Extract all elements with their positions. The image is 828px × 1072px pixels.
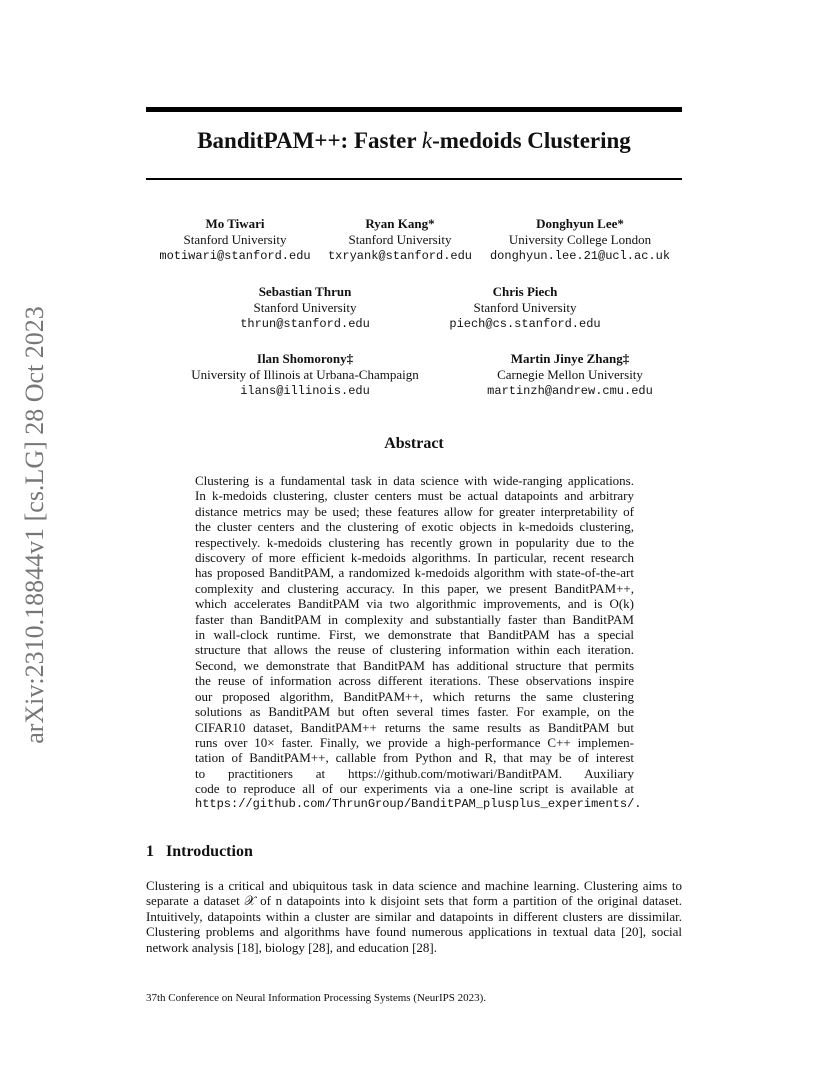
abstract-line: the reuse of information across different iterations. These observations inspire [195, 673, 634, 689]
abstract-line: tation of BanditPAM++, callable from Python and R, that may be of interest [195, 750, 634, 766]
arxiv-identifier [10, 290, 60, 760]
author-block [485, 216, 675, 264]
author-affiliation: Stanford University [473, 300, 577, 315]
author-block [170, 351, 440, 399]
title-top-rule [146, 107, 682, 112]
author-name: Martin Jinye Zhang‡ [510, 351, 630, 366]
author-email: thrun@stanford.edu [240, 317, 370, 331]
author-affiliation: University of Illinois at Urbana-Champaign [191, 367, 419, 382]
intro-line: Clustering problems and algorithms have found numerous applications in textual data [20], social [146, 924, 682, 940]
author-affiliation: Stanford University [348, 232, 452, 247]
abstract-line: which accelerates BanditPAM via two algorithmic improvements, and is O(k) [195, 596, 634, 612]
intro-paragraph [146, 878, 682, 955]
section-number: 1 [146, 843, 154, 860]
intro-line: Intuitively, datapoints within a cluster are similar and datapoints in different clusters are dissimilar. [146, 908, 682, 924]
abstract-line: the cluster centers and the clustering of exotic objects in k-medoids clustering, [195, 519, 634, 535]
abstract-line: faster than BanditPAM in complexity and substantially faster than BanditPAM [195, 611, 634, 627]
abstract-line: runs over 10× faster. Finally, we provide a high-performance C++ implemen- [195, 734, 634, 750]
author-name: Mo Tiwari [205, 216, 265, 231]
section-heading [146, 843, 253, 861]
abstract-line: Second, we demonstrate that BanditPAM has additional structure that permits [195, 657, 634, 673]
abstract-line: In k-medoids clustering, cluster centers must be actual datapoints and arbitrary [195, 488, 634, 504]
author-email: piech@cs.stanford.edu [449, 317, 601, 331]
author-name: Chris Piech [492, 284, 558, 299]
abstract-heading: Abstract [384, 435, 444, 452]
author-affiliation: Stanford University [253, 300, 357, 315]
abstract-line: code to reproduce all of our experiments via a one-line script is available at [195, 781, 634, 797]
intro-line: separate a dataset 𝒳 of n datapoints into k disjoint sets that form a partition of the original dataset. [146, 893, 682, 909]
author-affiliation: University College London [508, 232, 652, 247]
abstract-line: respectively. k-medoids clustering has recently grown in popularity due to the [195, 534, 634, 550]
abstract-line: to practitioners at https://github.com/motiwari/BanditPAM. Auxiliary [195, 765, 634, 781]
author-block [455, 351, 685, 399]
abstract-line: our proposed algorithm, BanditPAM++, which returns the same clustering [195, 688, 634, 704]
paper-title [146, 128, 682, 154]
author-block [315, 216, 485, 264]
author-block [150, 216, 320, 264]
author-name: Donghyun Lee* [536, 216, 624, 231]
title-post: -medoids Clustering [432, 128, 631, 153]
abstract-line: has proposed BanditPAM, a randomized k-medoids algorithm with state-of-the-art [195, 565, 634, 581]
abstract-body [195, 473, 642, 812]
abstract-line: Clustering is a fundamental task in data science with wide-ranging applications. [195, 473, 634, 488]
abstract-line: discovery of more efficient k-medoids algorithms. In particular, recent research [195, 550, 634, 566]
arxiv-identifier-text: arXiv:2310.18844v1 [cs.LG] 28 Oct 2023 [20, 306, 49, 744]
author-email: martinzh@andrew.cmu.edu [487, 384, 653, 398]
abstract-line: complexity and clustering accuracy. In this paper, we present BanditPAM++, [195, 580, 634, 596]
abstract-line: in wall-clock runtime. First, we demonstrate that BanditPAM has a special [195, 627, 634, 643]
author-affiliation: Carnegie Mellon University [497, 367, 643, 382]
author-email: motiwari@stanford.edu [159, 249, 311, 263]
author-affiliation: Stanford University [183, 232, 287, 247]
abstract-line: CIFAR10 dataset, BanditPAM++ returns the same results as BanditPAM but [195, 719, 634, 735]
section-title: Introduction [166, 843, 253, 860]
abstract-line: structure that allows the reuse of clustering information within each iteration. [195, 642, 634, 658]
intro-line: network analysis [18], biology [28], and education [28]. [146, 939, 437, 955]
author-name: Sebastian Thrun [258, 284, 352, 299]
author-block [210, 284, 400, 332]
abstract-line: distance metrics may be used; these features allow for greater interpretability of [195, 503, 634, 519]
author-block [430, 284, 620, 332]
title-pre: BanditPAM++: Faster [197, 128, 422, 153]
abstract-line: solutions as BanditPAM but often several times faster. For example, on the [195, 704, 634, 720]
author-name: Ilan Shomorony‡ [256, 351, 354, 366]
intro-line: Clustering is a critical and ubiquitous task in data science and machine learning. Clustering aims to [146, 878, 682, 893]
author-email: txryank@stanford.edu [327, 249, 473, 263]
author-email: ilans@illinois.edu [240, 384, 370, 398]
title-k: k [421, 128, 433, 153]
author-name: Ryan Kang* [365, 216, 435, 231]
abstract-line: https://github.com/ThrunGroup/BanditPAM_plusplus_experiments/. [195, 796, 642, 811]
author-email: donghyun.lee.21@ucl.ac.uk [489, 249, 671, 263]
footer-note: 37th Conference on Neural Information Processing Systems (NeurIPS 2023). [146, 992, 487, 1004]
title-bottom-rule [146, 178, 682, 180]
